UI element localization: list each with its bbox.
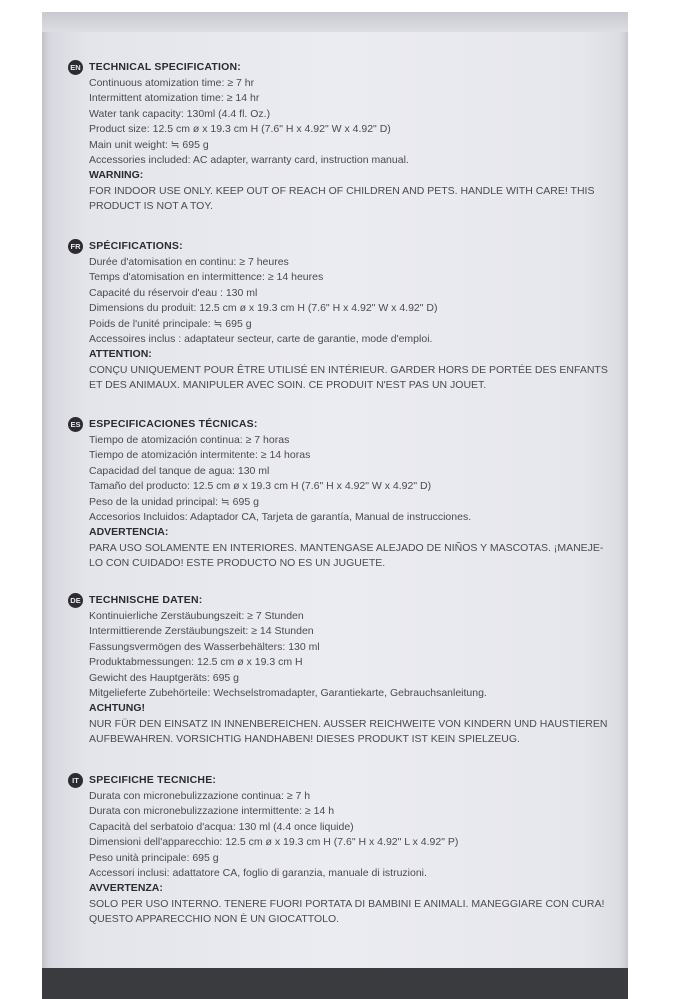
spec-list (89, 609, 610, 748)
spec-line: Continuous atomization time: ≥ 7 hr (89, 77, 255, 89)
section-en (70, 58, 610, 215)
spec-line: Accessories included: AC adapter, warranty card, instruction manual. (89, 154, 409, 167)
box-bottom-stripe (42, 968, 628, 999)
language-badge: EN (68, 60, 83, 75)
section-title: SPECIFICHE TECNICHE: (89, 774, 217, 786)
spec-line: Accessori inclusi: adattatore CA, foglio di garanzia, manuale di istruzioni. (89, 867, 427, 880)
spec-line: Durata con micronebulizzazione continua: ≥ 7 h (89, 790, 311, 802)
spec-line: Intermittent atomization time: ≥ 14 hr (89, 92, 260, 105)
spec-list (89, 76, 610, 215)
spec-line: Tiempo de atomización intermitente: ≥ 14 horas (89, 449, 311, 462)
section-es (70, 415, 610, 572)
spec-line: Peso unità principale: 695 g (89, 851, 219, 864)
warning-title: AVVERTENZA: (89, 882, 163, 895)
spec-list (89, 789, 610, 928)
spec-line: Dimensioni dell'apparecchio: 12.5 cm ø x 19.3 cm H (7.6" H x 4.92" L x 4.92" P) (89, 836, 459, 849)
language-badge: IT (68, 773, 83, 788)
warning-title: ACHTUNG! (89, 702, 145, 715)
spec-line: Temps d'atomisation en intermittence: ≥ 14 heures (89, 271, 324, 284)
warning-title: WARNING: (89, 169, 144, 182)
spec-line: Dimensions du produit: 12.5 cm ø x 19.3 cm H (7.6" H x 4.92" W x 4.92" D) (89, 302, 438, 315)
spec-line: Gewicht des Hauptgeräts: 695 g (89, 671, 240, 684)
warning-text: PARA USO SOLAMENTE EN INTERIORES. MANTENGASE ALEJADO DE NIÑOS Y MASCOTAS. ¡MANEJE-LO CON CUIDADO! ESTE PRODUCTO NO ES UN JUGUETE. (89, 541, 604, 570)
spec-line: Produktabmessungen: 12.5 cm ø x 19.3 cm H (89, 656, 303, 669)
section-heading (70, 237, 610, 255)
spec-line: Capacità del serbatoio d'acqua: 130 ml (4.4 once liquide) (89, 820, 354, 833)
section-title: TECHNICAL SPECIFICATION: (89, 61, 241, 73)
spec-line: Accessoires inclus : adaptateur secteur, carte de garantie, mode d'emploi. (89, 333, 433, 346)
spec-line: Fassungsvermögen des Wasserbehälters: 130 ml (89, 640, 320, 653)
spec-line: Kontinuierliche Zerstäubungszeit: ≥ 7 Stunden (89, 610, 304, 622)
spec-line: Intermittierende Zerstäubungszeit: ≥ 14 Stunden (89, 625, 314, 638)
warning-title: ATTENTION: (89, 348, 152, 361)
spec-list (89, 433, 610, 572)
spec-line: Peso de la unidad principal: ≒ 695 g (89, 495, 259, 508)
spec-line: Poids de l'unité principale: ≒ 695 g (89, 317, 252, 330)
spec-list (89, 255, 610, 394)
section-title: TECHNISCHE DATEN: (89, 594, 203, 606)
spec-line: Capacidad del tanque de agua: 130 ml (89, 464, 270, 477)
warning-title: ADVERTENCIA: (89, 526, 169, 539)
spec-line: Mitgelieferte Zubehörteile: Wechselstromadapter, Garantiekarte, Gebrauchsanleitung. (89, 687, 487, 700)
warning-text: NUR FÜR DEN EINSATZ IN INNENBEREICHEN. AUSSER REICHWEITE VON KINDERN UND HAUSTIEREN AUFBEWAHREN. VORSICHTIG HANDHABEN! DIESES PRODUKT IST KEIN SPIELZEUG. (89, 717, 608, 746)
spec-line: Durée d'atomisation en continu: ≥ 7 heures (89, 256, 289, 268)
warning-text: SOLO PER USO INTERNO. TENERE FUORI PORTATA DI BAMBINI E ANIMALI. MANEGGIARE CON CURA! QUESTO APPARECCHIO NON È UN GIOCATTOLO. (89, 897, 605, 926)
section-fr (70, 237, 610, 394)
spec-line: Product size: 12.5 cm ø x 19.3 cm H (7.6" H x 4.92" W x 4.92" D) (89, 123, 391, 136)
section-heading (70, 415, 610, 433)
section-heading (70, 771, 610, 789)
spec-line: Water tank capacity: 130ml (4.4 fl. Oz.) (89, 107, 271, 120)
product-box (42, 12, 628, 999)
spec-line: Tamaño del producto: 12.5 cm ø x 19.3 cm H (7.6" H x 4.92" W x 4.92" D) (89, 480, 432, 493)
section-de (70, 591, 610, 748)
spec-line: Accesorios Incluidos: Adaptador CA, Tarjeta de garantía, Manual de instrucciones. (89, 511, 472, 524)
section-title: ESPECIFICACIONES TÉCNICAS: (89, 418, 258, 430)
spec-line: Capacité du réservoir d'eau : 130 ml (89, 286, 258, 299)
language-badge: DE (68, 593, 83, 608)
spec-line: Durata con micronebulizzazione intermittente: ≥ 14 h (89, 805, 335, 818)
language-badge: ES (68, 417, 83, 432)
section-heading (70, 58, 610, 76)
spec-line: Main unit weight: ≒ 695 g (89, 138, 209, 151)
box-top-edge (42, 12, 628, 32)
section-it (70, 771, 610, 928)
section-heading (70, 591, 610, 609)
warning-text: FOR INDOOR USE ONLY. KEEP OUT OF REACH OF CHILDREN AND PETS. HANDLE WITH CARE! THIS PRODUCT IS NOT A TOY. (89, 184, 595, 213)
language-badge: FR (68, 239, 83, 254)
warning-text: CONÇU UNIQUEMENT POUR ÊTRE UTILISÉ EN INTÉRIEUR. GARDER HORS DE PORTÉE DES ENFANTS ET DES ANIMAUX. MANIPULER AVEC SOIN. CE PRODUIT N'EST PAS UN JOUET. (89, 363, 608, 392)
spec-line: Tiempo de atomización continua: ≥ 7 horas (89, 434, 290, 446)
section-title: SPÉCIFICATIONS: (89, 240, 183, 252)
